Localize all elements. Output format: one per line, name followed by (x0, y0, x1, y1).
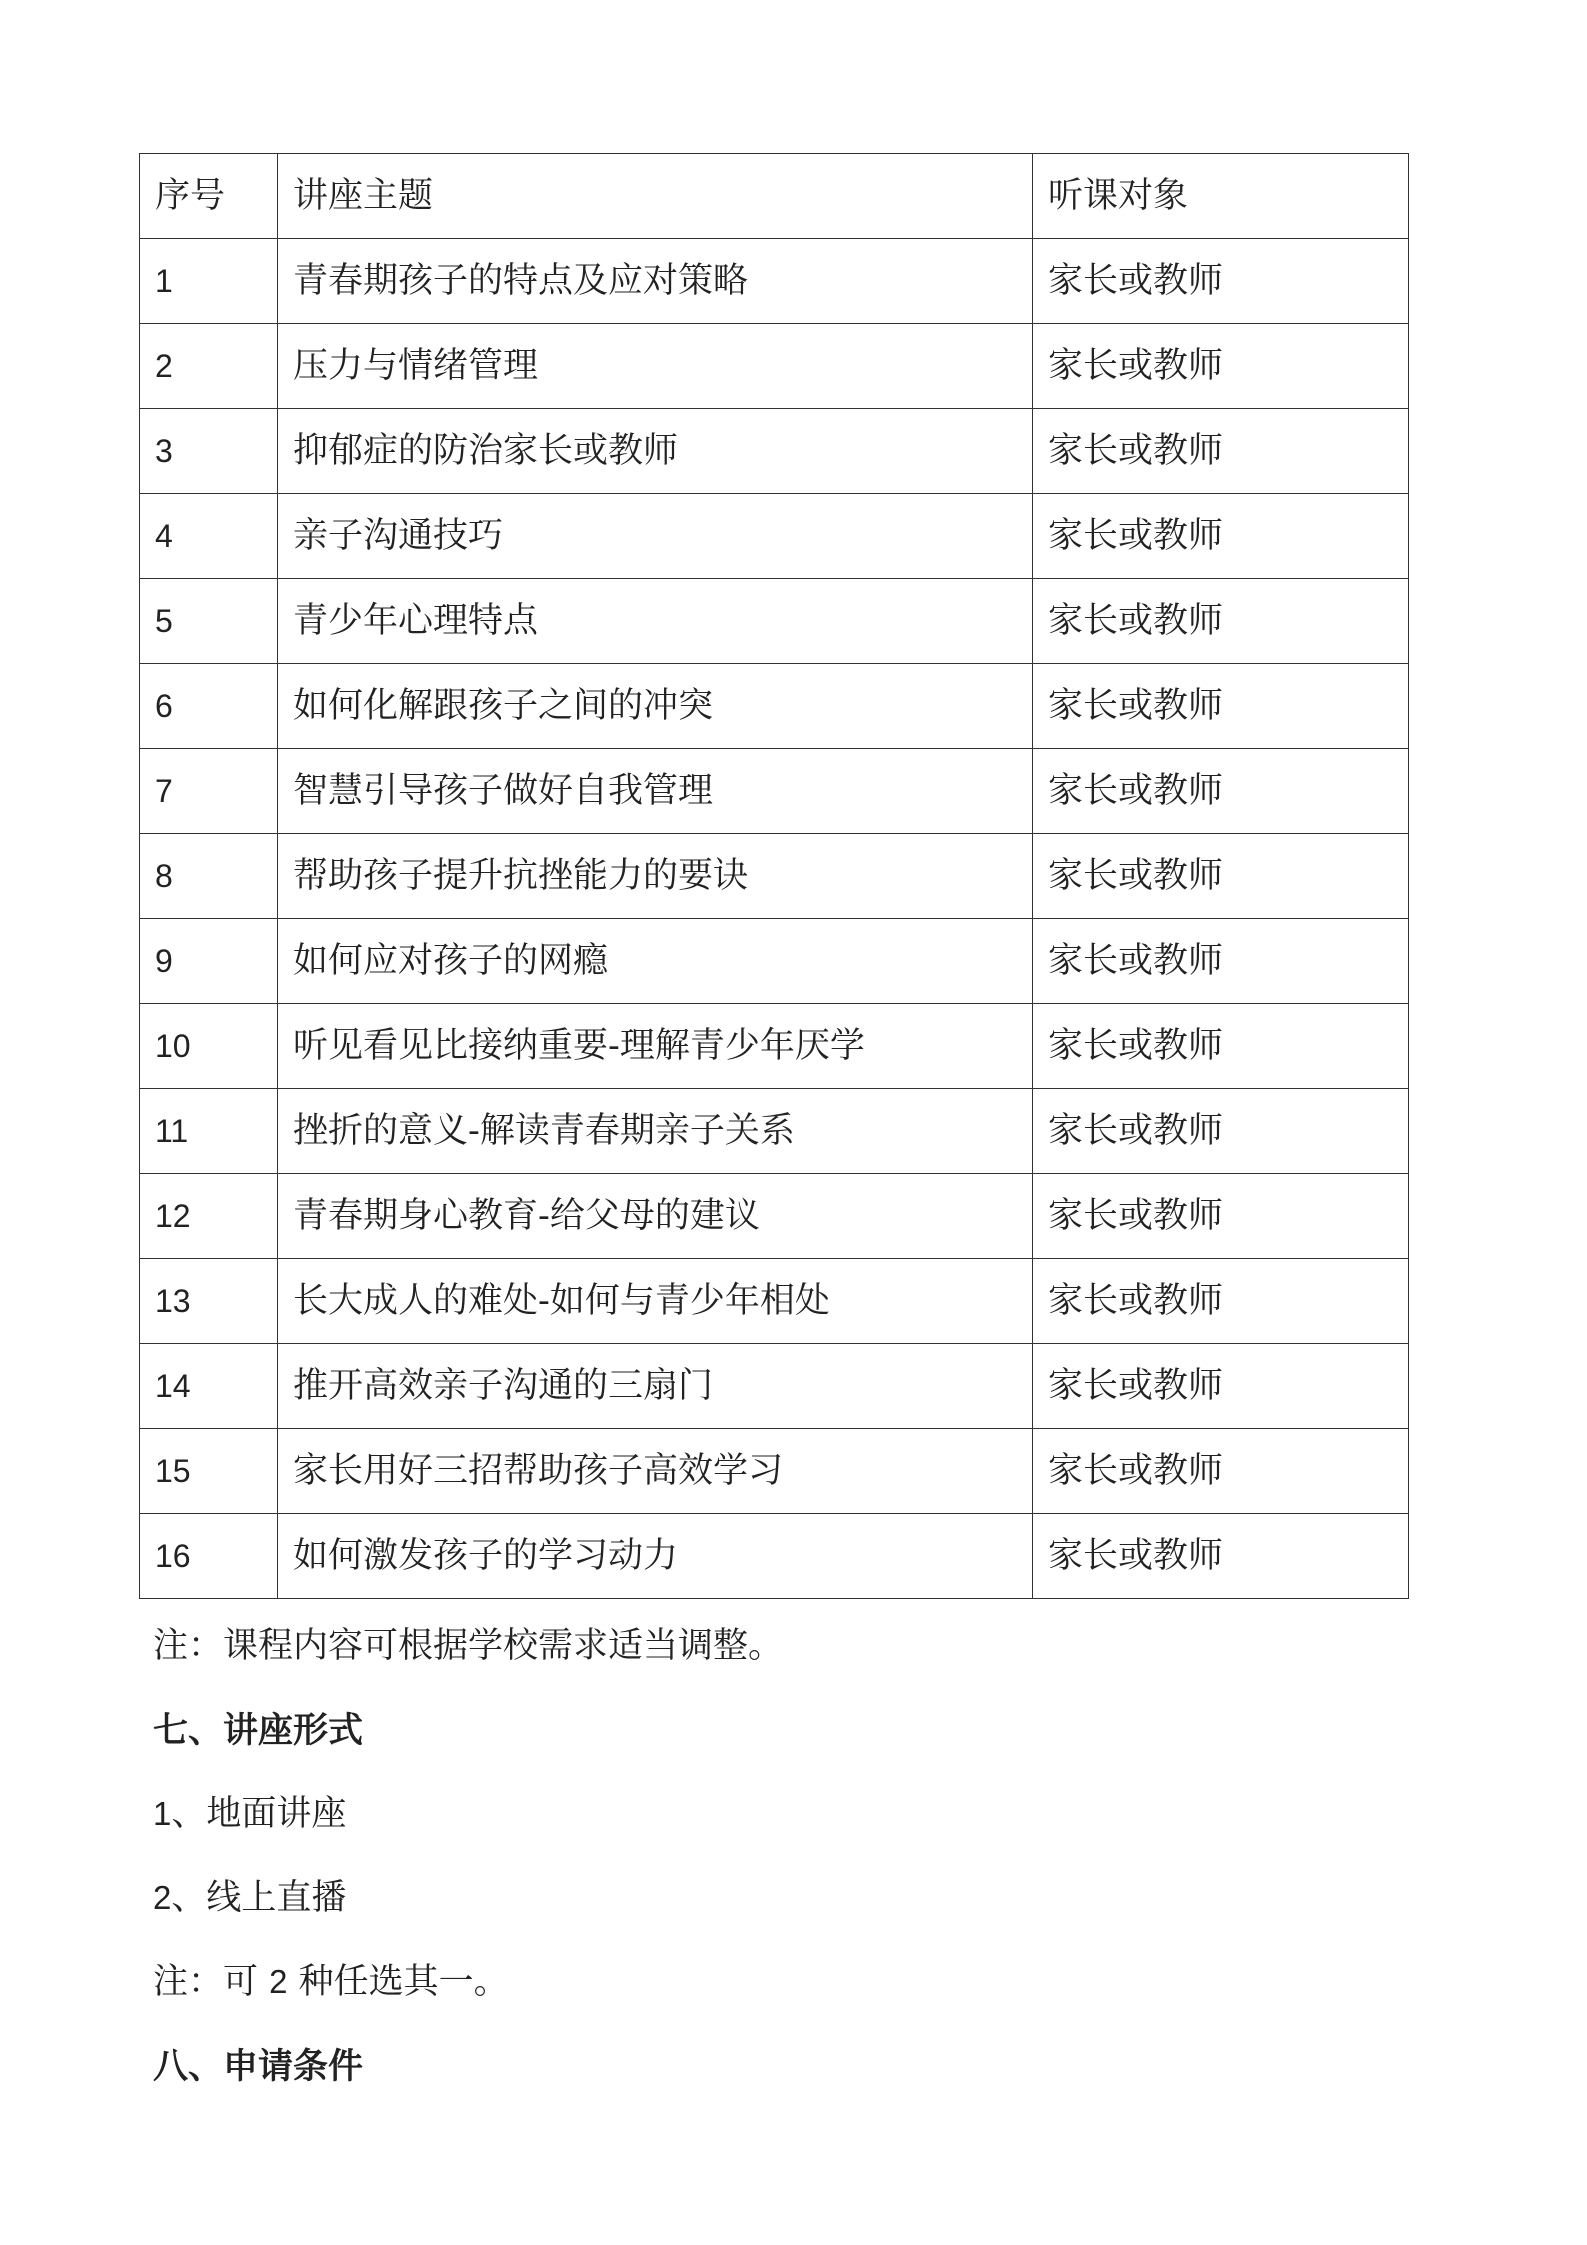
table-row (140, 1174, 1409, 1259)
table-row (140, 579, 1409, 664)
format-item-2 (153, 1878, 347, 1918)
table-row (140, 494, 1409, 579)
header-audience: 听课对象 (1033, 154, 1409, 239)
row-number: 2 (140, 324, 278, 409)
table-row (140, 664, 1409, 749)
row-topic: 挫折的意义-解读青春期亲子关系 (278, 1089, 1033, 1174)
format-item-1-number: 1 (153, 1795, 172, 1832)
row-number: 7 (140, 749, 278, 834)
row-number: 11 (140, 1089, 278, 1174)
row-number: 13 (140, 1259, 278, 1344)
row-audience: 家长或教师 (1033, 664, 1409, 749)
row-audience: 家长或教师 (1033, 1089, 1409, 1174)
table-row (140, 919, 1409, 1004)
row-audience: 家长或教师 (1033, 579, 1409, 664)
format-note-prefix: 注：可 (153, 1962, 259, 2002)
format-item-2-text: 、线上直播 (171, 1878, 347, 1918)
row-topic: 青春期孩子的特点及应对策略 (278, 239, 1033, 324)
table-row (140, 1089, 1409, 1174)
row-topic: 帮助孩子提升抗挫能力的要诀 (278, 834, 1033, 919)
row-topic: 亲子沟通技巧 (278, 494, 1033, 579)
table-row (140, 834, 1409, 919)
table-row (140, 324, 1409, 409)
row-number: 9 (140, 919, 278, 1004)
table-header-row (140, 154, 1409, 239)
table-row (140, 239, 1409, 324)
format-note (153, 1962, 509, 2002)
row-number: 5 (140, 579, 278, 664)
row-topic: 长大成人的难处-如何与青少年相处 (278, 1259, 1033, 1344)
row-topic: 如何应对孩子的网瘾 (278, 919, 1033, 1004)
row-audience: 家长或教师 (1033, 1344, 1409, 1429)
row-audience: 家长或教师 (1033, 1429, 1409, 1514)
row-number: 14 (140, 1344, 278, 1429)
row-number: 4 (140, 494, 278, 579)
table-row (140, 409, 1409, 494)
table-row (140, 1429, 1409, 1514)
row-topic: 如何激发孩子的学习动力 (278, 1514, 1033, 1599)
row-number: 1 (140, 239, 278, 324)
row-audience: 家长或教师 (1033, 1514, 1409, 1599)
row-audience: 家长或教师 (1033, 324, 1409, 409)
row-topic: 智慧引导孩子做好自我管理 (278, 749, 1033, 834)
row-topic: 听见看见比接纳重要-理解青少年厌学 (278, 1004, 1033, 1089)
format-item-1 (153, 1794, 347, 1834)
row-audience: 家长或教师 (1033, 239, 1409, 324)
header-topic: 讲座主题 (278, 154, 1033, 239)
row-number: 3 (140, 409, 278, 494)
section-8-heading: 八、申请条件 (153, 2046, 364, 2087)
row-number: 15 (140, 1429, 278, 1514)
table-row (140, 749, 1409, 834)
row-audience: 家长或教师 (1033, 749, 1409, 834)
row-audience: 家长或教师 (1033, 1174, 1409, 1259)
table-note: 注：课程内容可根据学校需求适当调整。 (153, 1626, 784, 1666)
lecture-table-body (140, 154, 1409, 1599)
table-row (140, 1344, 1409, 1429)
header-number: 序号 (140, 154, 278, 239)
section-7-heading: 七、讲座形式 (153, 1710, 364, 1751)
row-topic: 压力与情绪管理 (278, 324, 1033, 409)
lecture-table (139, 153, 1409, 1599)
format-item-2-number: 2 (153, 1879, 172, 1916)
row-topic: 青少年心理特点 (278, 579, 1033, 664)
row-audience: 家长或教师 (1033, 409, 1409, 494)
format-note-number: 2 (269, 1963, 288, 2000)
row-audience: 家长或教师 (1033, 1004, 1409, 1089)
row-number: 6 (140, 664, 278, 749)
row-audience: 家长或教师 (1033, 1259, 1409, 1344)
row-audience: 家长或教师 (1033, 919, 1409, 1004)
row-topic: 家长用好三招帮助孩子高效学习 (278, 1429, 1033, 1514)
row-number: 10 (140, 1004, 278, 1089)
row-number: 8 (140, 834, 278, 919)
row-topic: 抑郁症的防治家长或教师 (278, 409, 1033, 494)
table-row (140, 1514, 1409, 1599)
row-audience: 家长或教师 (1033, 834, 1409, 919)
format-item-1-text: 、地面讲座 (171, 1794, 347, 1834)
table-row (140, 1259, 1409, 1344)
table-row (140, 1004, 1409, 1089)
row-number: 12 (140, 1174, 278, 1259)
row-number: 16 (140, 1514, 278, 1599)
format-note-suffix: 种任选其一。 (298, 1962, 509, 2002)
row-topic: 如何化解跟孩子之间的冲突 (278, 664, 1033, 749)
row-topic: 推开高效亲子沟通的三扇门 (278, 1344, 1033, 1429)
row-topic: 青春期身心教育-给父母的建议 (278, 1174, 1033, 1259)
row-audience: 家长或教师 (1033, 494, 1409, 579)
